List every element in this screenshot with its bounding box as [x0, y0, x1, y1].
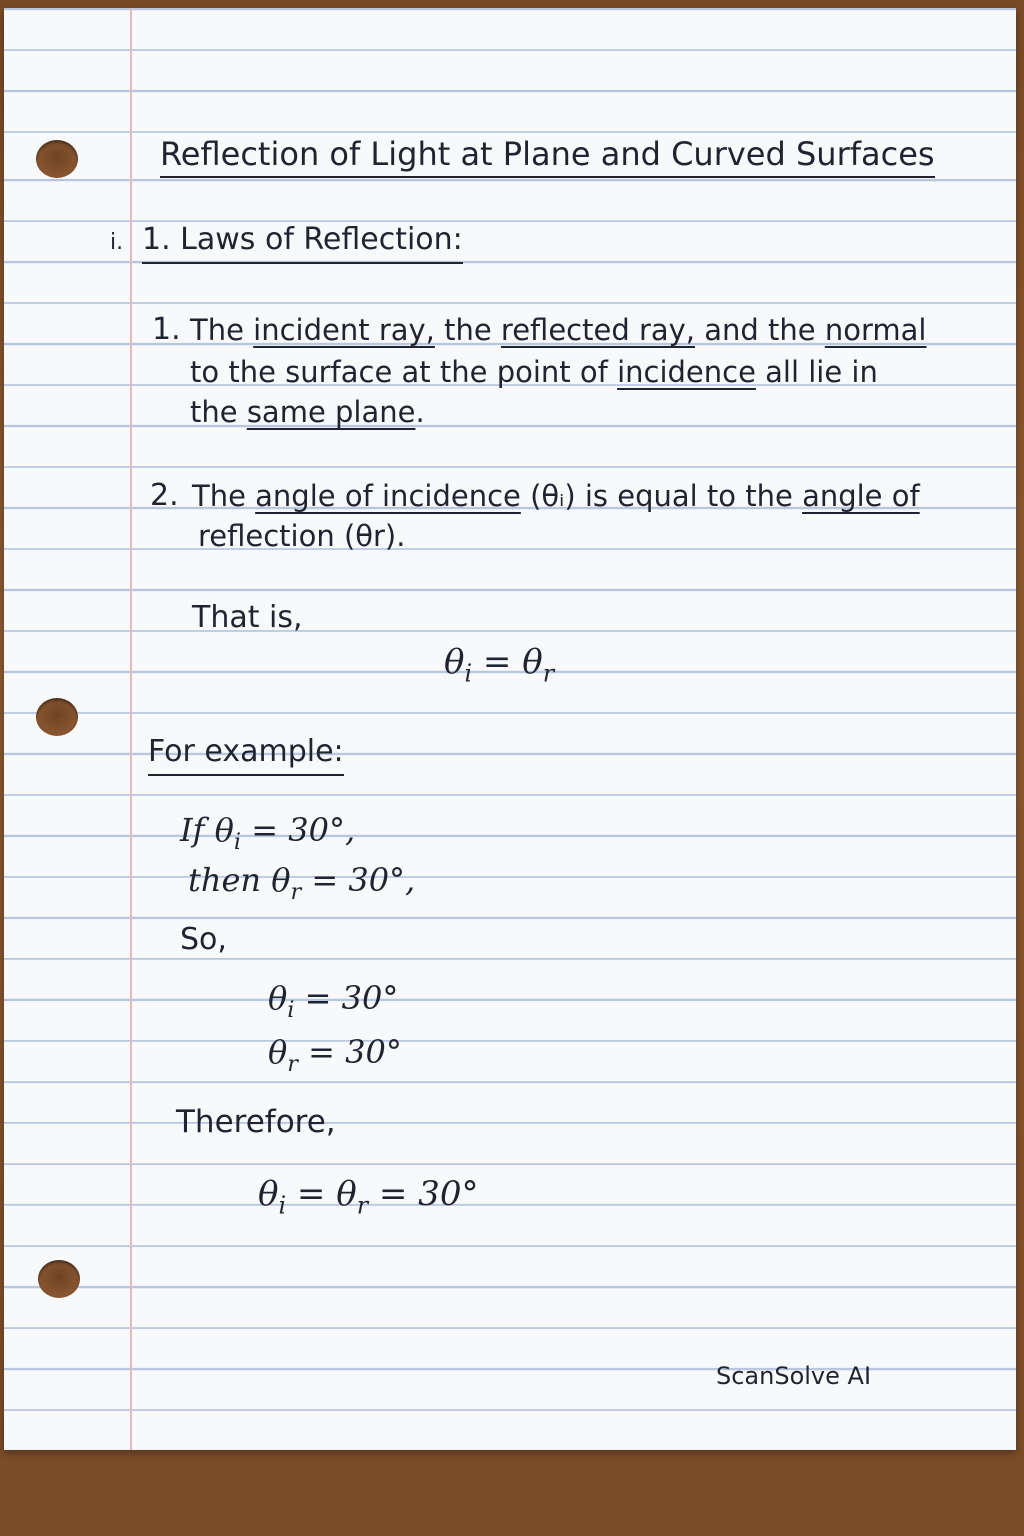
- if-theta: If θ: [180, 811, 234, 849]
- law-2-text: The: [192, 479, 246, 513]
- example-heading: [148, 732, 344, 776]
- theta-symbol: θ: [268, 979, 288, 1017]
- law-1-line-1: [190, 310, 926, 350]
- subscript-r: r: [356, 1191, 369, 1220]
- example-if-line: [180, 810, 355, 862]
- law-1-text: the: [190, 395, 238, 429]
- law-1-line-2: [190, 352, 878, 392]
- section-prefix: i.: [110, 230, 124, 255]
- law-2-line-2: reflection (θr).: [198, 519, 406, 553]
- equals-theta: = θ: [286, 1174, 357, 1214]
- theta-symbol: θ: [258, 1174, 279, 1214]
- term-same-plane: same plane: [246, 395, 416, 429]
- law-1-text: and the: [704, 313, 816, 347]
- so-label: So,: [180, 922, 227, 957]
- term-normal: normal: [824, 313, 927, 347]
- law-1-text: all lie in: [765, 355, 878, 389]
- eq-value: = 30°: [297, 1033, 402, 1071]
- law-1-text: The: [190, 313, 244, 347]
- punch-hole-top: [36, 140, 78, 178]
- law-equation: [444, 642, 554, 693]
- eq-value: = 30°: [294, 979, 399, 1017]
- theta-symbol: θ: [444, 642, 465, 682]
- law-2-number: 2.: [150, 478, 179, 513]
- term-reflected-ray: reflected ray,: [500, 313, 696, 347]
- subscript-r: r: [542, 659, 555, 688]
- subscript-i: i: [464, 659, 473, 688]
- final-equation: [258, 1174, 478, 1225]
- punch-hole-middle: [36, 698, 78, 736]
- term-incidence: incidence: [617, 355, 756, 389]
- example-heading-text: For example:: [148, 734, 344, 769]
- page-title-text: Reflection of Light at Plane and Curved Surfaces: [160, 135, 935, 173]
- term-angle-of-incidence: angle of incidence: [255, 479, 521, 513]
- subscript-i: i: [278, 1191, 287, 1220]
- law-1-period: .: [415, 395, 425, 429]
- subscript-i: i: [287, 996, 295, 1023]
- therefore-label: Therefore,: [176, 1104, 336, 1140]
- notebook-page: [4, 8, 1016, 1450]
- law-1-text: the: [444, 313, 492, 347]
- then-value: = 30°,: [301, 861, 416, 899]
- example-eq-2: [268, 1032, 402, 1084]
- law-2-line-1: [192, 476, 920, 516]
- page-title: [160, 134, 935, 178]
- law-2-text: (θᵢ) is equal to the: [530, 479, 793, 513]
- subscript-r: r: [290, 878, 302, 905]
- example-eq-1: [268, 978, 398, 1030]
- section-heading: [142, 220, 463, 264]
- example-then-line: [188, 860, 415, 912]
- theta-symbol: θ: [268, 1033, 288, 1071]
- brand-watermark: ScanSolve AI: [716, 1362, 872, 1390]
- margin-line: [130, 8, 132, 1450]
- then-theta: then θ: [188, 861, 291, 899]
- law-1-line-3: [190, 392, 425, 432]
- final-value: = 30°: [368, 1174, 479, 1214]
- that-is-label: That is,: [192, 600, 303, 635]
- equals-theta: = θ: [472, 642, 543, 682]
- term-angle-of: angle of: [802, 479, 920, 513]
- section-heading-text: 1. Laws of Reflection:: [142, 222, 463, 257]
- punch-hole-bottom: [38, 1260, 80, 1298]
- if-value: = 30°,: [241, 811, 356, 849]
- law-1-number: 1.: [152, 312, 181, 347]
- law-1-text: to the surface at the point of: [190, 355, 608, 389]
- subscript-r: r: [287, 1050, 298, 1077]
- term-incident-ray: incident ray,: [253, 313, 435, 347]
- subscript-i: i: [233, 828, 242, 855]
